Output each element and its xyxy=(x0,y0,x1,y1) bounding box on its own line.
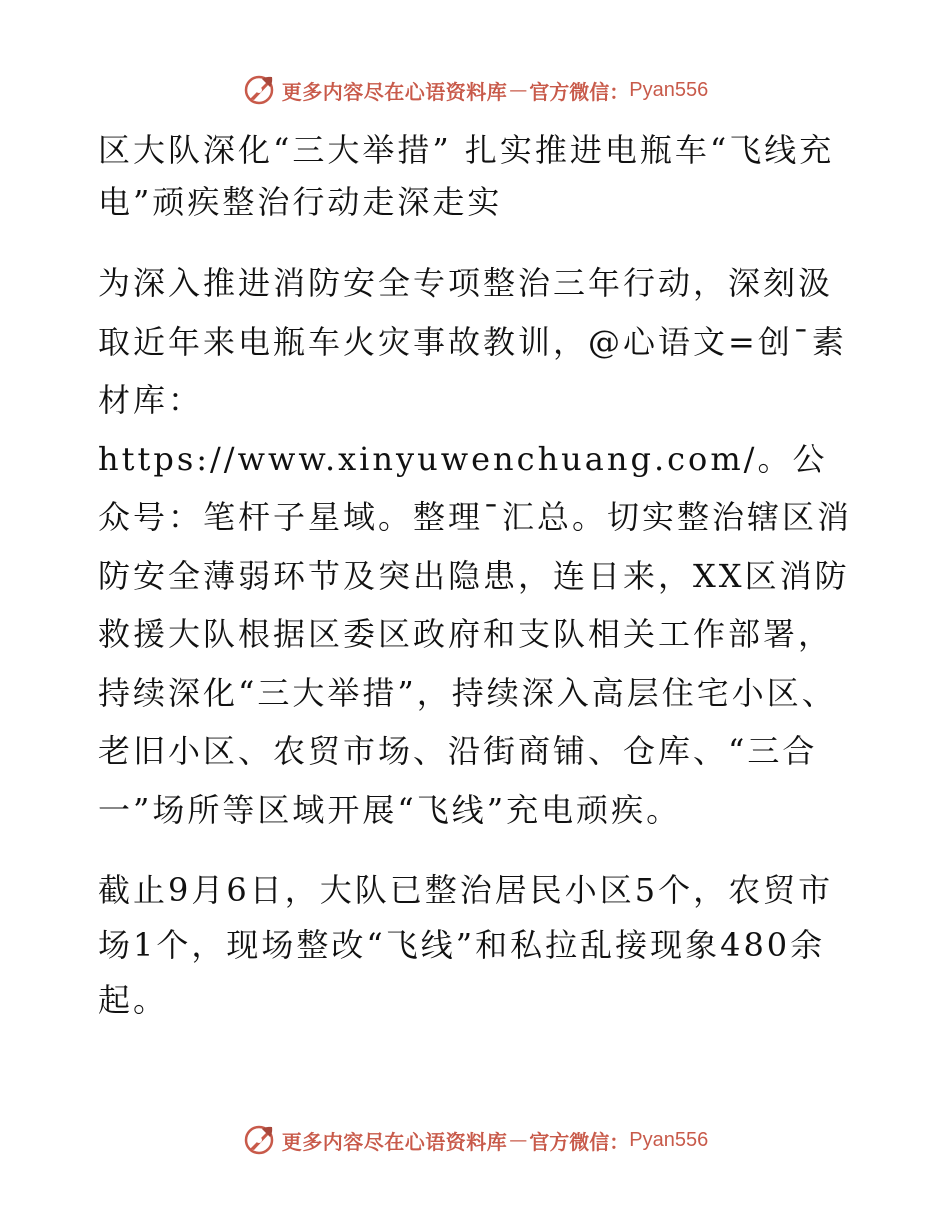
document-body xyxy=(98,124,858,1028)
banner-wechat-id: Pyan556 xyxy=(629,1128,709,1151)
banner-wechat-id: Pyan556 xyxy=(629,78,709,101)
banner-wechat-label: 官方微信： xyxy=(529,1129,630,1154)
banner-wechat-label: 官方微信： xyxy=(529,79,630,104)
paragraph-2: 截止9月6日，大队已整治居民小区5个，农贸市场1个，现场整改“飞线”和私拉乱接现象480余起。 xyxy=(98,871,834,1019)
header-banner xyxy=(0,70,950,110)
banner-brand-text: 更多内容尽在心语资料库 xyxy=(281,1129,508,1154)
quill-pen-logo-icon xyxy=(242,73,276,107)
document-title: 区大队深化“三大举措” 扎实推进电瓶车“飞线充电”顽疾整治行动走深走实 xyxy=(98,131,835,221)
banner-brand-text: 更多内容尽在心语资料库 xyxy=(281,79,508,104)
banner-separator: — xyxy=(509,79,528,101)
quill-pen-logo-icon xyxy=(242,1123,276,1157)
paragraph-1: 为深入推进消防安全专项整治三年行动，深刻汲取近年来电瓶车火灾事故教训，@心语文=创¯素材库：https://www.xinyuwenchuang.com/。公众号：笔杆子星域。整理¯汇总。切实整治辖区消防安全薄弱环节及突出隐患，连日来，XX区消防救援大队根据区委区政府和支队相关工作部署，持续深化“三大举措”，持续深入高层住宅小区、老旧小区、农贸市场、沿街商铺、仓库、“三合一”场所等区域开展“飞线”充电顽疾。 xyxy=(98,264,853,829)
banner-separator: — xyxy=(509,1129,528,1151)
footer-banner xyxy=(0,1120,950,1160)
